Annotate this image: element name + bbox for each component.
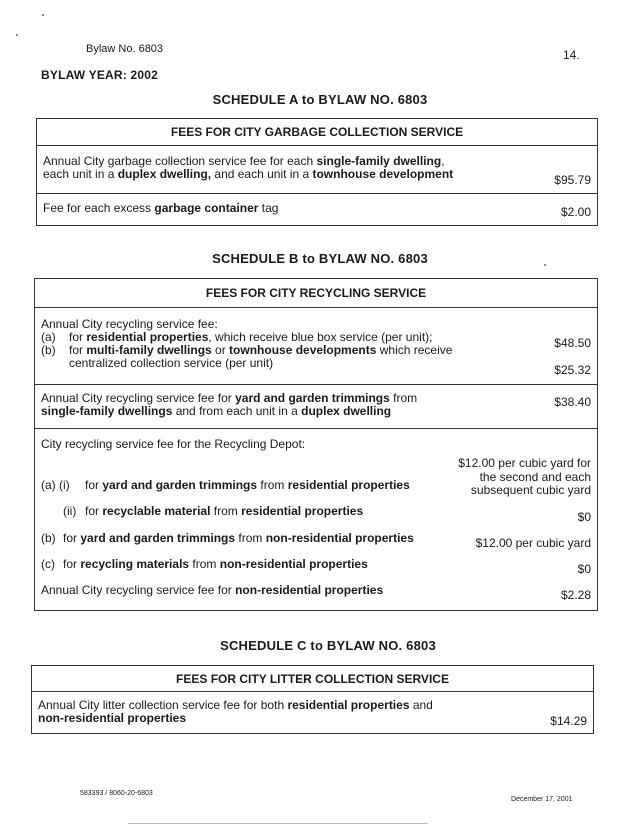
schedule-b-row-recycling-fee [35,308,597,385]
doc-reference: 583393 / 8060-20-6803 [80,790,153,797]
depot-item-b-amount: $12.00 per cubic yard [475,536,591,550]
non-residential-fee: Annual City recycling service fee for non-residential properties [41,583,384,597]
footer-rule [128,823,428,824]
page-number: 14. [563,48,580,62]
schedule-a-row-garbage-fee [37,146,597,194]
scan-speck [42,14,44,16]
row-amount: $38.40 [554,395,591,409]
depot-item-a-ii: (ii) for recyclable material from residential properties [63,504,364,518]
depot-item-b: (b) for yard and garden trimmings from non-residential properties [41,531,414,545]
depot-item-a-i: (a) (i) for yard and garden trimmings from residential properties [41,478,410,492]
row-description: Annual City recycling service fee: (a) for residential properties, which receive blue box service (per unit); (b) for multi-family dwellings or townhouse developments which receive centralized collection service (per unit) [41,317,453,370]
schedule-b-table [34,278,598,611]
row-amount-b: $25.32 [554,363,591,377]
depot-item-a-i-amount: $12.00 per cubic yard for the second and each subsequent cubic yard [458,456,591,497]
schedule-a-row-container-tag [37,194,597,225]
row-description: Annual City litter collection service fee for both residential properties and non-residential properties [38,698,433,725]
bylaw-number: Bylaw No. 6803 [86,43,164,55]
row-amount-a: $48.50 [554,336,591,350]
scan-speck [16,34,18,36]
depot-item-c-amount: $0 [577,562,591,576]
schedule-c-title: SCHEDULE C to BYLAW NO. 6803 [220,638,436,653]
depot-item-a-ii-amount: $0 [577,510,591,524]
bylaw-year: BYLAW YEAR: 2002 [41,68,159,82]
schedule-b-title: SCHEDULE B to BYLAW NO. 6803 [212,251,428,266]
schedule-c-table-title: FEES FOR CITY LITTER COLLECTION SERVICE [32,666,593,692]
non-residential-fee-amount: $2.28 [560,588,591,602]
row-description: Annual City recycling service fee for yard and garden trimmings from single-family dwellings and from each unit in a duplex dwelling [41,391,418,418]
row-amount: $2.00 [560,205,591,219]
row-description: Annual City garbage collection service fee for each single-family dwelling, each unit in a duplex dwelling, and each unit in a townhouse development [43,154,454,181]
schedule-c-table [31,665,594,734]
schedule-b-row-yard-trimmings [35,385,597,429]
row-amount: $14.29 [550,714,587,728]
schedule-c-row-litter-fee [32,692,593,733]
schedule-a-table-title: FEES FOR CITY GARBAGE COLLECTION SERVICE [37,119,597,146]
depot-item-c: (c) for recycling materials from non-residential properties [41,557,368,571]
footer-date: December 17, 2001 [511,796,573,803]
schedule-a-title: SCHEDULE A to BYLAW NO. 6803 [212,92,428,107]
schedule-b-table-title: FEES FOR CITY RECYCLING SERVICE [35,279,597,308]
schedule-b-row-recycling-depot [35,429,597,610]
schedule-a-table [36,118,598,226]
row-amount: $95.79 [554,173,591,187]
depot-intro: City recycling service fee for the Recycling Depot: [41,437,306,451]
row-description: Fee for each excess garbage container tag [43,201,279,215]
